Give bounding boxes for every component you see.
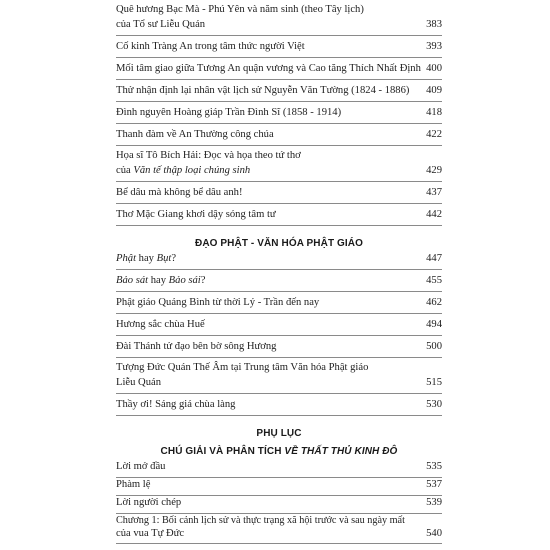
toc-entry-page: 437	[426, 187, 442, 198]
toc-entry-page: 537	[426, 479, 442, 490]
toc-entry-page: 422	[426, 129, 442, 140]
toc-entry-page: 418	[426, 107, 442, 118]
toc-entry-title: Thử nhận định lại nhân vật lịch sử Nguyễn Văn Tường (1824 - 1886)	[116, 85, 410, 96]
toc-entry-page: 530	[426, 399, 442, 410]
toc-entry-title-line1: Tượng Đức Quán Thế Âm tại Trung tâm Văn hóa Phật giáo	[116, 362, 369, 373]
toc-entry-page: 539	[426, 497, 442, 508]
toc-entry-title: Đình nguyên Hoàng giáp Trần Đình Sĩ (1858 - 1914)	[116, 107, 342, 118]
toc-entry-page: 494	[426, 319, 442, 330]
toc-entry-page: 400	[426, 63, 442, 74]
appendix-subheading: CHÚ GIẢI VÀ PHÂN TÍCH VỀ THẤT THỦ KINH ĐÔ	[160, 446, 398, 457]
toc-entry-page: 515	[426, 377, 442, 388]
toc-entry-page: 447	[426, 253, 442, 264]
toc-entry-title-line2: của Tổ sư Liễu Quán	[116, 19, 206, 30]
toc-entry-title: Lời mở đầu	[116, 461, 166, 472]
toc-entry-title: Phàm lệ	[116, 479, 151, 490]
toc-entry-title-line2: Liễu Quán	[116, 377, 162, 388]
appendix-tail	[116, 0, 442, 550]
toc-entry-page: 540	[426, 528, 442, 539]
toc-entry-page: 535	[426, 461, 442, 472]
toc-entry-title-line2: của Văn tế thập loại chúng sinh	[116, 165, 251, 176]
toc-entry-title: Đài Thánh tử đạo bên bờ sông Hương	[116, 341, 277, 352]
toc-entry-title: Phật giáo Quảng Bình từ thời Lý - Trần đến nay	[116, 297, 320, 308]
toc-entry-title-line2: của vua Tự Đức	[116, 528, 185, 539]
toc-entry-page: 383	[426, 19, 442, 30]
toc-entry-title: Thơ Mặc Giang khơi dậy sóng tâm tư	[116, 209, 276, 220]
toc-entry-title: Thanh đàm về An Thường công chúa	[116, 129, 274, 140]
toc-entry-title: Cố kinh Tràng An trong tâm thức người Việt	[116, 41, 305, 52]
toc-entry-title: Bảo sát hay Bảo sái?	[116, 275, 206, 286]
toc-entry-title: Lời người chép	[116, 497, 182, 508]
toc-entry-title: Mối tâm giao giữa Tương An quận vương và Cao tăng Thích Nhất Định	[116, 63, 421, 74]
toc-entry-page: 455	[426, 275, 442, 286]
toc-entry-page: 442	[426, 209, 442, 220]
toc-entry-page: 393	[426, 41, 442, 52]
toc-entry-page: 500	[426, 341, 442, 352]
toc-entry-title: Bể dâu mà không bể dâu anh!	[116, 187, 243, 198]
toc-entry-page: 409	[426, 85, 442, 96]
toc-entry-page: 462	[426, 297, 442, 308]
appendix-heading: PHỤ LỤC	[256, 428, 302, 439]
toc-entry-italic: Văn tế thập loại chúng sinh	[133, 165, 251, 176]
toc-entry-title: Thầy ơi! Sáng giá chùa làng	[116, 399, 236, 410]
section-heading: ĐẠO PHẬT - VĂN HÓA PHẬT GIÁO	[195, 238, 363, 249]
toc-entry-title-line1: Quê hương Bạc Mà - Phú Yên và năm sinh (theo Tây lịch)	[116, 4, 364, 15]
toc-entry-title-line1: Chương 1: Bối cảnh lịch sử và thực trạng xã hội trước và sau ngày mất	[116, 515, 405, 526]
toc-entry-title-line1: Họa sĩ Tô Bích Hải: Đọc và họa theo tứ thơ	[116, 150, 301, 161]
toc-entry-title: Phật hay Bụt?	[116, 253, 177, 264]
toc-entry-title: Hương sắc chùa Huế	[116, 319, 205, 330]
toc-entry-page: 429	[426, 165, 442, 176]
